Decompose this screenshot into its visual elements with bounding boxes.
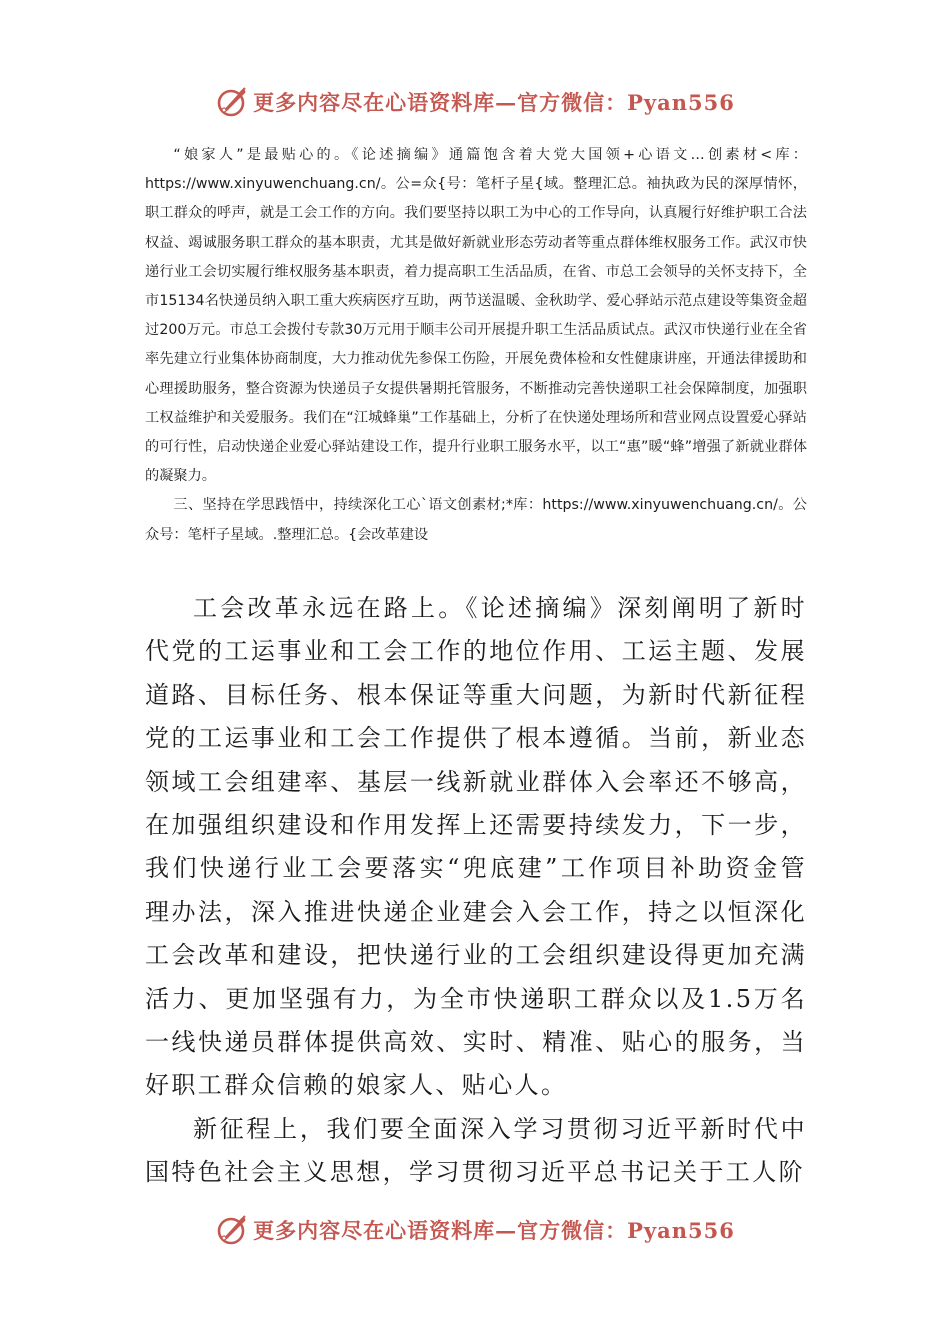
quill-pen-circle-icon	[215, 85, 249, 119]
paragraph-1: “娘家人”是最贴心的。《论述摘编》通篇饱含着大党大国领+心语文…创素材<库：https://www.xinyuwenchuang.cn/。公=众{号：笔杆子星{域。整理汇总。袖执政为民的深厚情怀，职工群众的呼声，就是工会工作的方向。我们要坚持以职工为中心的工作导向，认真履行好维护职工合法权益、竭诚服务职工群众的基本职责，尤其是做好新就业形态劳动者等重点群体维权服务工作。武汉市快递行业工会切实履行维权服务基本职责，着力提高职工生活品质，在省、市总工会领导的关怀支持下，全市15134名快递员纳入职工重大疾病医疗互助，两节送温暖、金秋助学、爱心驿站示范点建设等集资金超过200万元。市总工会拨付专款30万元用于顺丰公司开展提升职工生活品质试点。武汉市快递行业在全省率先建立行业集体协商制度，大力推动优先参保工伤险，开展免费体检和女性健康讲座，开通法律援助和心理援助服务，整合资源为快递员子女提供暑期托管服务，不断推动完善快递职工社会保障制度，加强职工权益维护和关爱服务。我们在“江城蜂巢”工作基础上，分析了在快递处理场所和营业网点设置爱心驿站的可行性，启动快递企业爱心驿站建设工作，提升行业职工服务水平，以工“惠”暖“蜂”增强了新就业群体的凝聚力。	[145, 147, 807, 485]
quill-pen-circle-icon	[215, 1213, 249, 1247]
body-large-text	[145, 587, 807, 1195]
header-banner	[0, 82, 950, 122]
footer-banner	[0, 1210, 950, 1250]
paragraph-4: 新征程上，我们要全面深入学习贯彻习近平新时代中国特色社会主义思想，学习贯彻习近平总书记关于工人阶	[145, 1114, 807, 1187]
header-banner-text: 更多内容尽在心语资料库—官方微信：Pyan556	[253, 90, 735, 115]
paragraph-2-section-heading: 三、坚持在学思践悟中，持续深化工心`语文创素材;*库：https://www.xinyuwenchuang.cn/。公众号：笔杆子星域。.整理汇总。{会改革建设	[145, 497, 807, 543]
footer-banner-text: 更多内容尽在心语资料库—官方微信：Pyan556	[253, 1218, 735, 1243]
body-small-text	[145, 141, 807, 550]
paragraph-3: 工会改革永远在路上。《论述摘编》深刻阐明了新时代党的工运事业和工会工作的地位作用、工运主题、发展道路、目标任务、根本保证等重大问题，为新时代新征程党的工运事业和工会工作提供了根本遵循。当前，新业态领域工会组建率、基层一线新就业群体入会率还不够高，在加强组织建设和作用发挥上还需要持续发力，下一步，我们快递行业工会要落实“兜底建”工作项目补助资金管理办法，深入推进快递企业建会入会工作，持之以恒深化工会改革和建设，把快递行业的工会组织建设得更加充满活力、更加坚强有力，为全市快递职工群众以及1.5万名一线快递员群体提供高效、实时、精准、贴心的服务，当好职工群众信赖的娘家人、贴心人。	[145, 594, 807, 1100]
